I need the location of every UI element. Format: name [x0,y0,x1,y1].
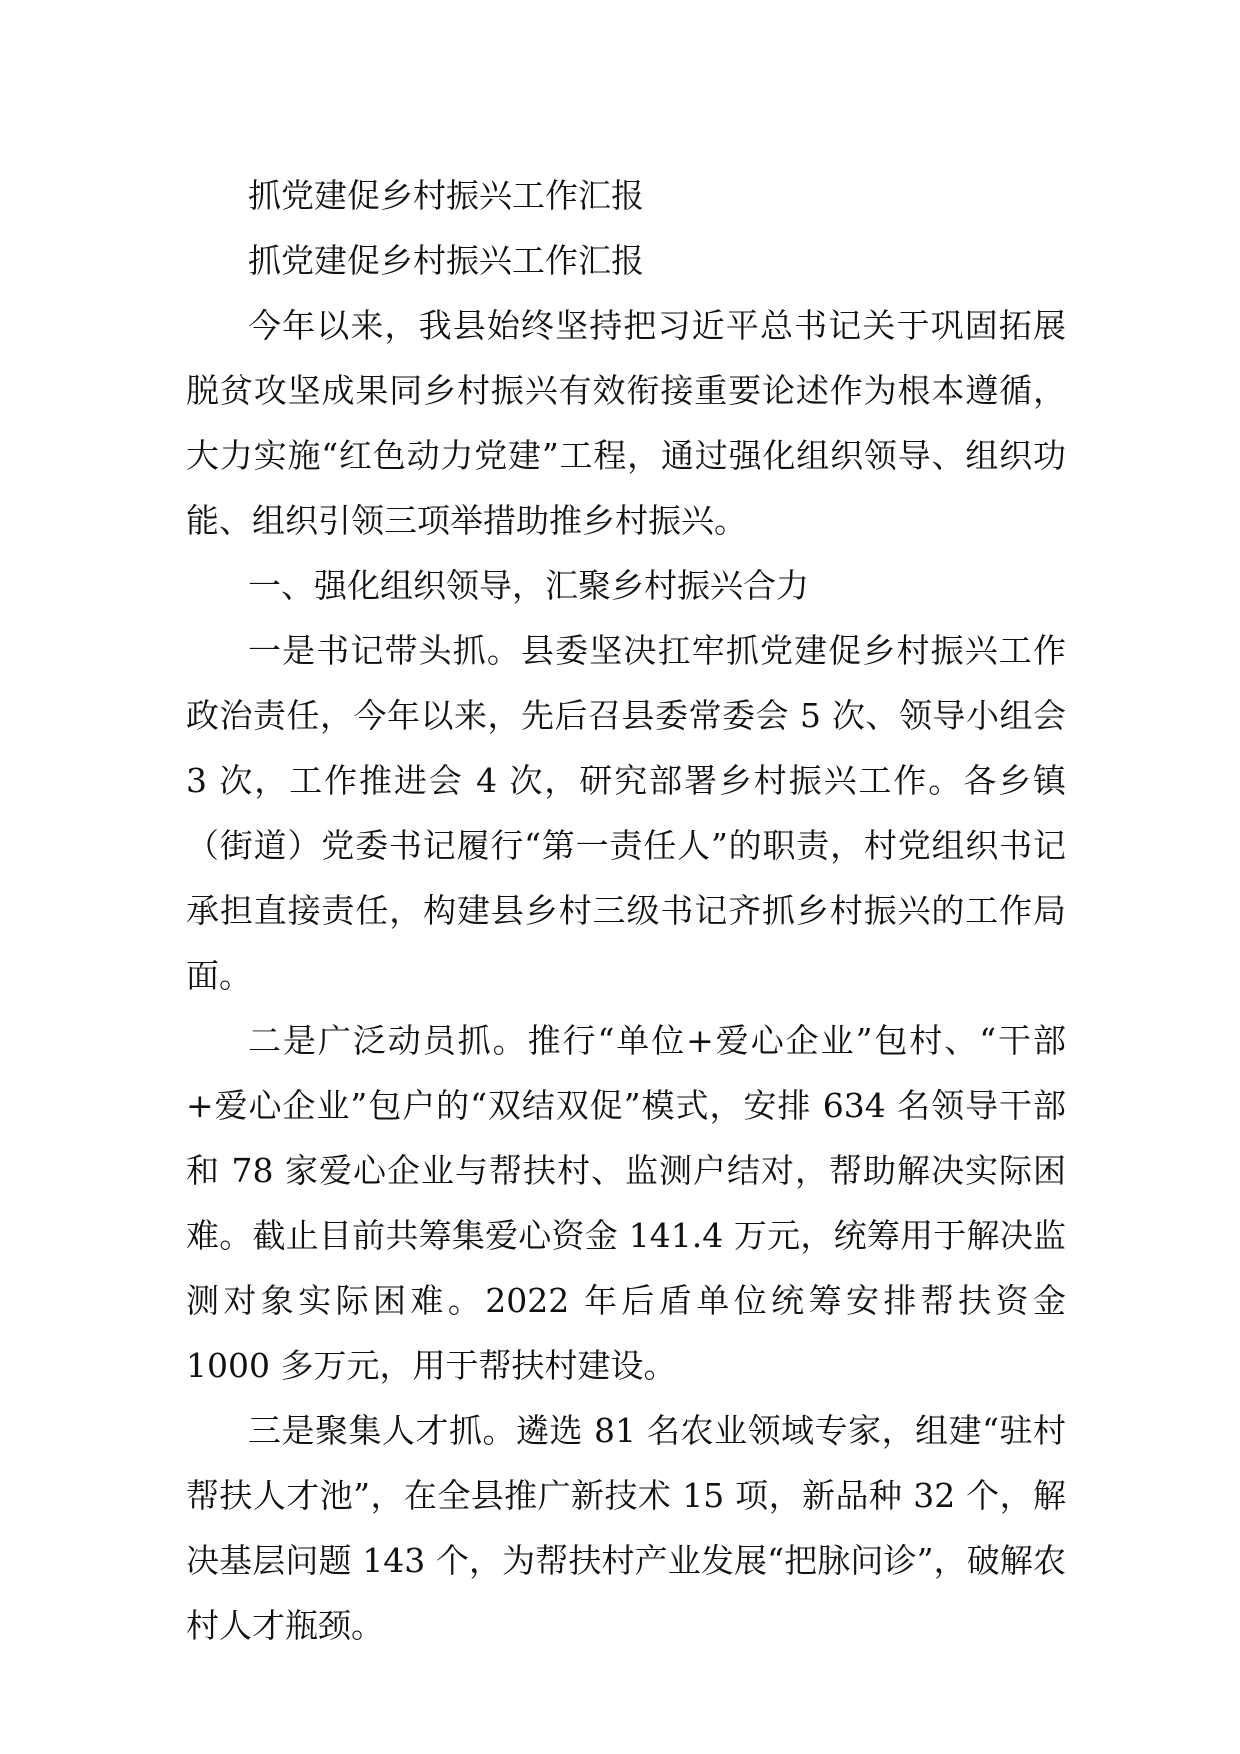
paragraph-item-3: 三是聚集人才抓。遴选 81 名农业领域专家，组建“驻村帮扶人才池”，在全县推广新技术 15 项，新品种 32 个，解决基层问题 143 个，为帮扶村产业发展“把脉问诊”，破解农村人才瓶颈。 [186,1411,1066,1645]
intro-paragraph: 今年以来，我县始终坚持把习近平总书记关于巩固拓展脱贫攻坚成果同乡村振兴有效衔接重要论述作为根本遵循，大力实施“红色动力党建”工程，通过强化组织领导、组织功能、组织引领三项举措助推乡村振兴。 [186,306,1066,540]
section-heading-1: 一、强化组织领导，汇聚乡村振兴合力 [248,566,809,605]
document-body [186,163,1066,1658]
document-title-repeat: 抓党建促乡村振兴工作汇报 [248,241,644,280]
document-title: 抓党建促乡村振兴工作汇报 [248,176,644,215]
paragraph-item-1: 一是书记带头抓。县委坚决扛牢抓党建促乡村振兴工作政治责任，今年以来，先后召县委常委会 5 次、领导小组会 3 次，工作推进会 4 次，研究部署乡村振兴工作。各乡镇（街道）党委书记履行“第一责任人”的职责，村党组织书记承担直接责任，构建县乡村三级书记齐抓乡村振兴的工作局面。 [186,631,1066,995]
paragraph-item-2: 二是广泛动员抓。推行“单位+爱心企业”包村、“干部+爱心企业”包户的“双结双促”模式，安排 634 名领导干部和 78 家爱心企业与帮扶村、监测户结对，帮助解决实际困难。截止目前共筹集爱心资金 141.4 万元，统筹用于解决监测对象实际困难。2022 年后盾单位统筹安排帮扶资金 1000 多万元，用于帮扶村建设。 [186,1021,1066,1385]
